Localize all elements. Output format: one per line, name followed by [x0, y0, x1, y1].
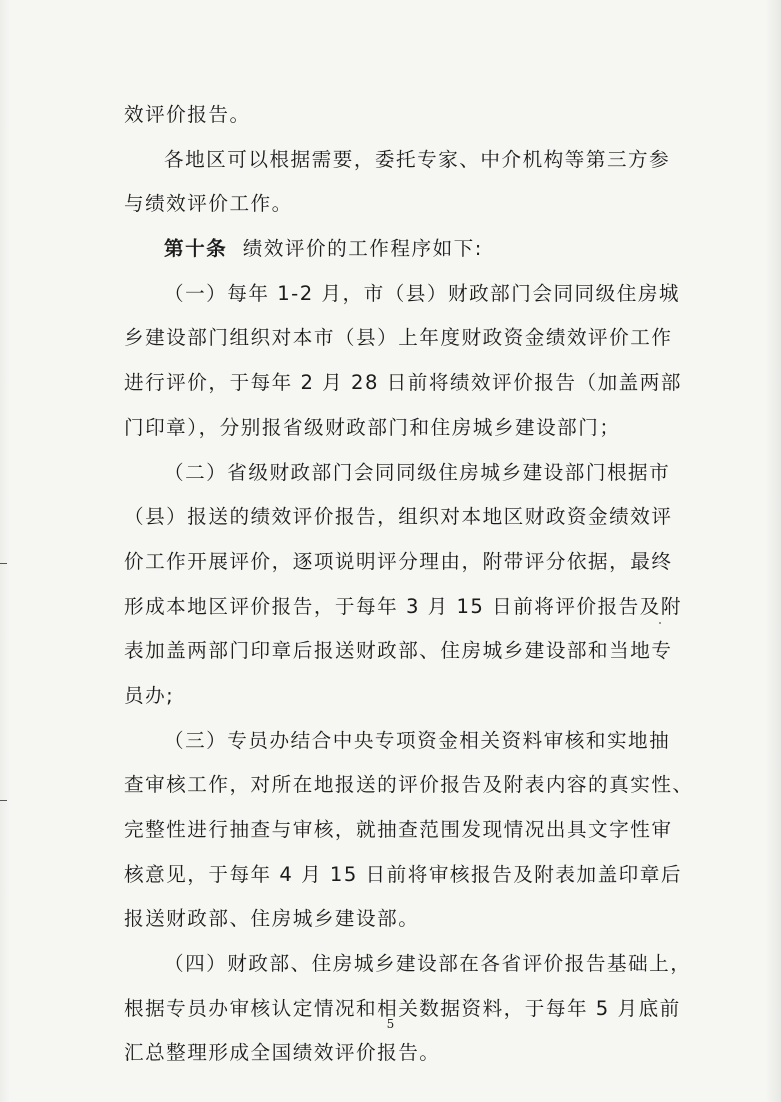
body-line: 报送财政部、住房城乡建设部。 — [124, 907, 420, 931]
body-line: 汇总整理形成全国绩效评价报告。 — [124, 1041, 441, 1065]
body-line: 各地区可以根据需要，委托专家、中介机构等第三方参 — [164, 147, 671, 171]
article-line — [124, 227, 669, 272]
body-line: 完整性进行抽查与审核，就抽查范围发现情况出具文字性审 — [124, 818, 673, 841]
body-line: （二）省级财政部门会同同级住房城乡建设部门根据市 — [164, 460, 671, 484]
body-line: （县）报送的绩效评价报告，组织对本地区财政资金绩效评 — [124, 505, 673, 529]
document-body — [124, 93, 694, 1076]
body-line: 与绩效评价工作。 — [124, 192, 293, 216]
body-line: （三）专员办结合中央专项资金相关资料审核和实地抽 — [164, 728, 671, 752]
body-line: 员办; — [124, 683, 175, 707]
body-line: 表加盖两部门印章后报送财政部、住房城乡建设部和当地专 — [124, 639, 673, 663]
body-line: 查审核工作，对所在地报送的评价报告及附表内容的真实性、 — [124, 773, 694, 797]
scan-shadow-right — [765, 0, 781, 1102]
body-line: （四）财政部、住房城乡建设部在各省评价报告基础上， — [164, 952, 692, 976]
body-line: 形成本地区评价报告，于每年 3 月 15 日前将评价报告及附 — [124, 594, 682, 618]
page-number: 5 — [386, 1017, 395, 1031]
body-line: 核意见，于每年 4 月 15 日前将审核报告及附表加盖印章后 — [124, 862, 682, 886]
body-line: （一）每年 1-2 月，市（县）财政部门会同同级住房城 — [164, 281, 681, 305]
binding-mark — [0, 800, 7, 801]
scan-shadow-left — [0, 0, 10, 1102]
body-line: 效评价报告。 — [124, 103, 251, 126]
body-line: 乡建设部门组织对本市（县）上年度财政资金绩效评价工作 — [124, 326, 673, 350]
body-line: 进行评价，于每年 2 月 28 日前将绩效评价报告（加盖两部 — [124, 371, 682, 395]
body-line: 门印章），分别报省级财政部门和住房城乡建设部门； — [124, 415, 621, 439]
article-heading: 绩效评价的工作程序如下: — [242, 237, 483, 261]
article-label: 第十条 — [164, 237, 228, 261]
body-line: 价工作开展评价，逐项说明评分理由，附带评分依据，最终 — [124, 549, 673, 573]
body-line: 根据专员办审核认定情况和相关数据资料，于每年 5 月底前 — [124, 996, 681, 1020]
binding-mark — [0, 563, 7, 564]
